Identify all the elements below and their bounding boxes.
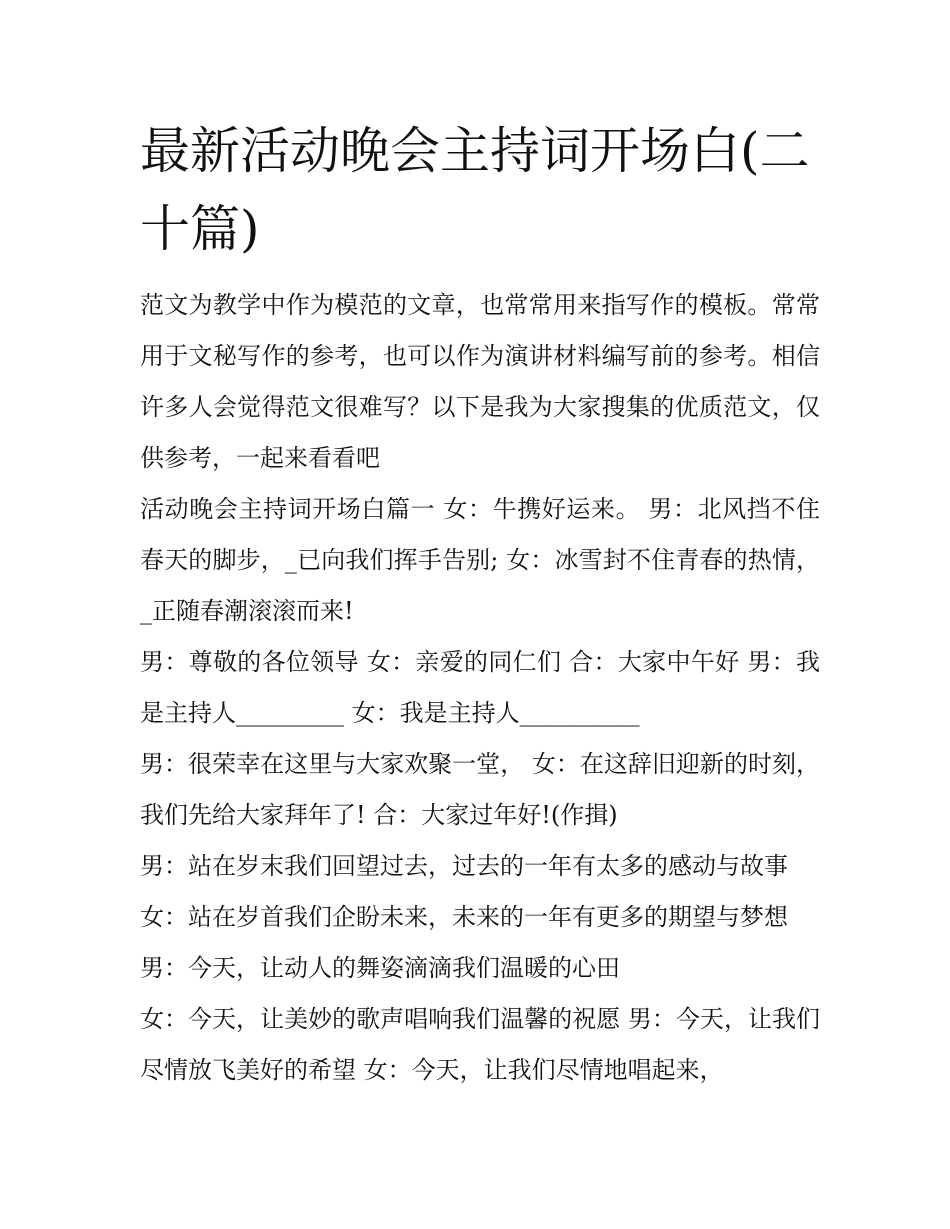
paragraph-male-review: 男：站在岁末我们回望过去，过去的一年有太多的感动与故事 (140, 852, 788, 880)
paragraph-intro: 范文为教学中作为模范的文章，也常常用来指写作的模板。常常用于文秘写作的参考，也可以作为演讲材料编写前的参考。相信许多人会觉得范文很难写？以下是我为大家搜集的优质范文，仅供参考，一起来看看吧 (140, 291, 820, 472)
paragraph-greeting: 男：尊敬的各位领导 女：亲爱的同仁们 合：大家中午好 男：我是主持人_________ 女：我是主持人__________ (140, 648, 820, 727)
document-body (140, 280, 820, 1096)
paragraph-female-outlook: 女：站在岁首我们企盼未来，未来的一年有更多的期望与梦想 (140, 903, 788, 931)
paragraph-welcome: 男：很荣幸在这里与大家欢聚一堂， 女：在这辞旧迎新的时刻，我们先给大家拜年了! 合：大家过年好!(作揖) (140, 750, 820, 829)
paragraph-opening: 活动晚会主持词开场白篇一 女：牛携好运来。 男：北风挡不住春天的脚步，_已向我们挥手告别; 女：冰雪封不住青春的热情，_正随春潮滚滚而来! (140, 495, 820, 625)
paragraph-female-song: 女：今天，让美妙的歌声唱响我们温馨的祝愿 男：今天，让我们尽情放飞美好的希望 女：今天，让我们尽情地唱起来， (140, 1005, 820, 1084)
paragraph-male-dance: 男：今天，让动人的舞姿滴滴我们温暖的心田 (140, 954, 620, 982)
document-title: 最新活动晚会主持词开场白(二十篇) (140, 122, 810, 258)
